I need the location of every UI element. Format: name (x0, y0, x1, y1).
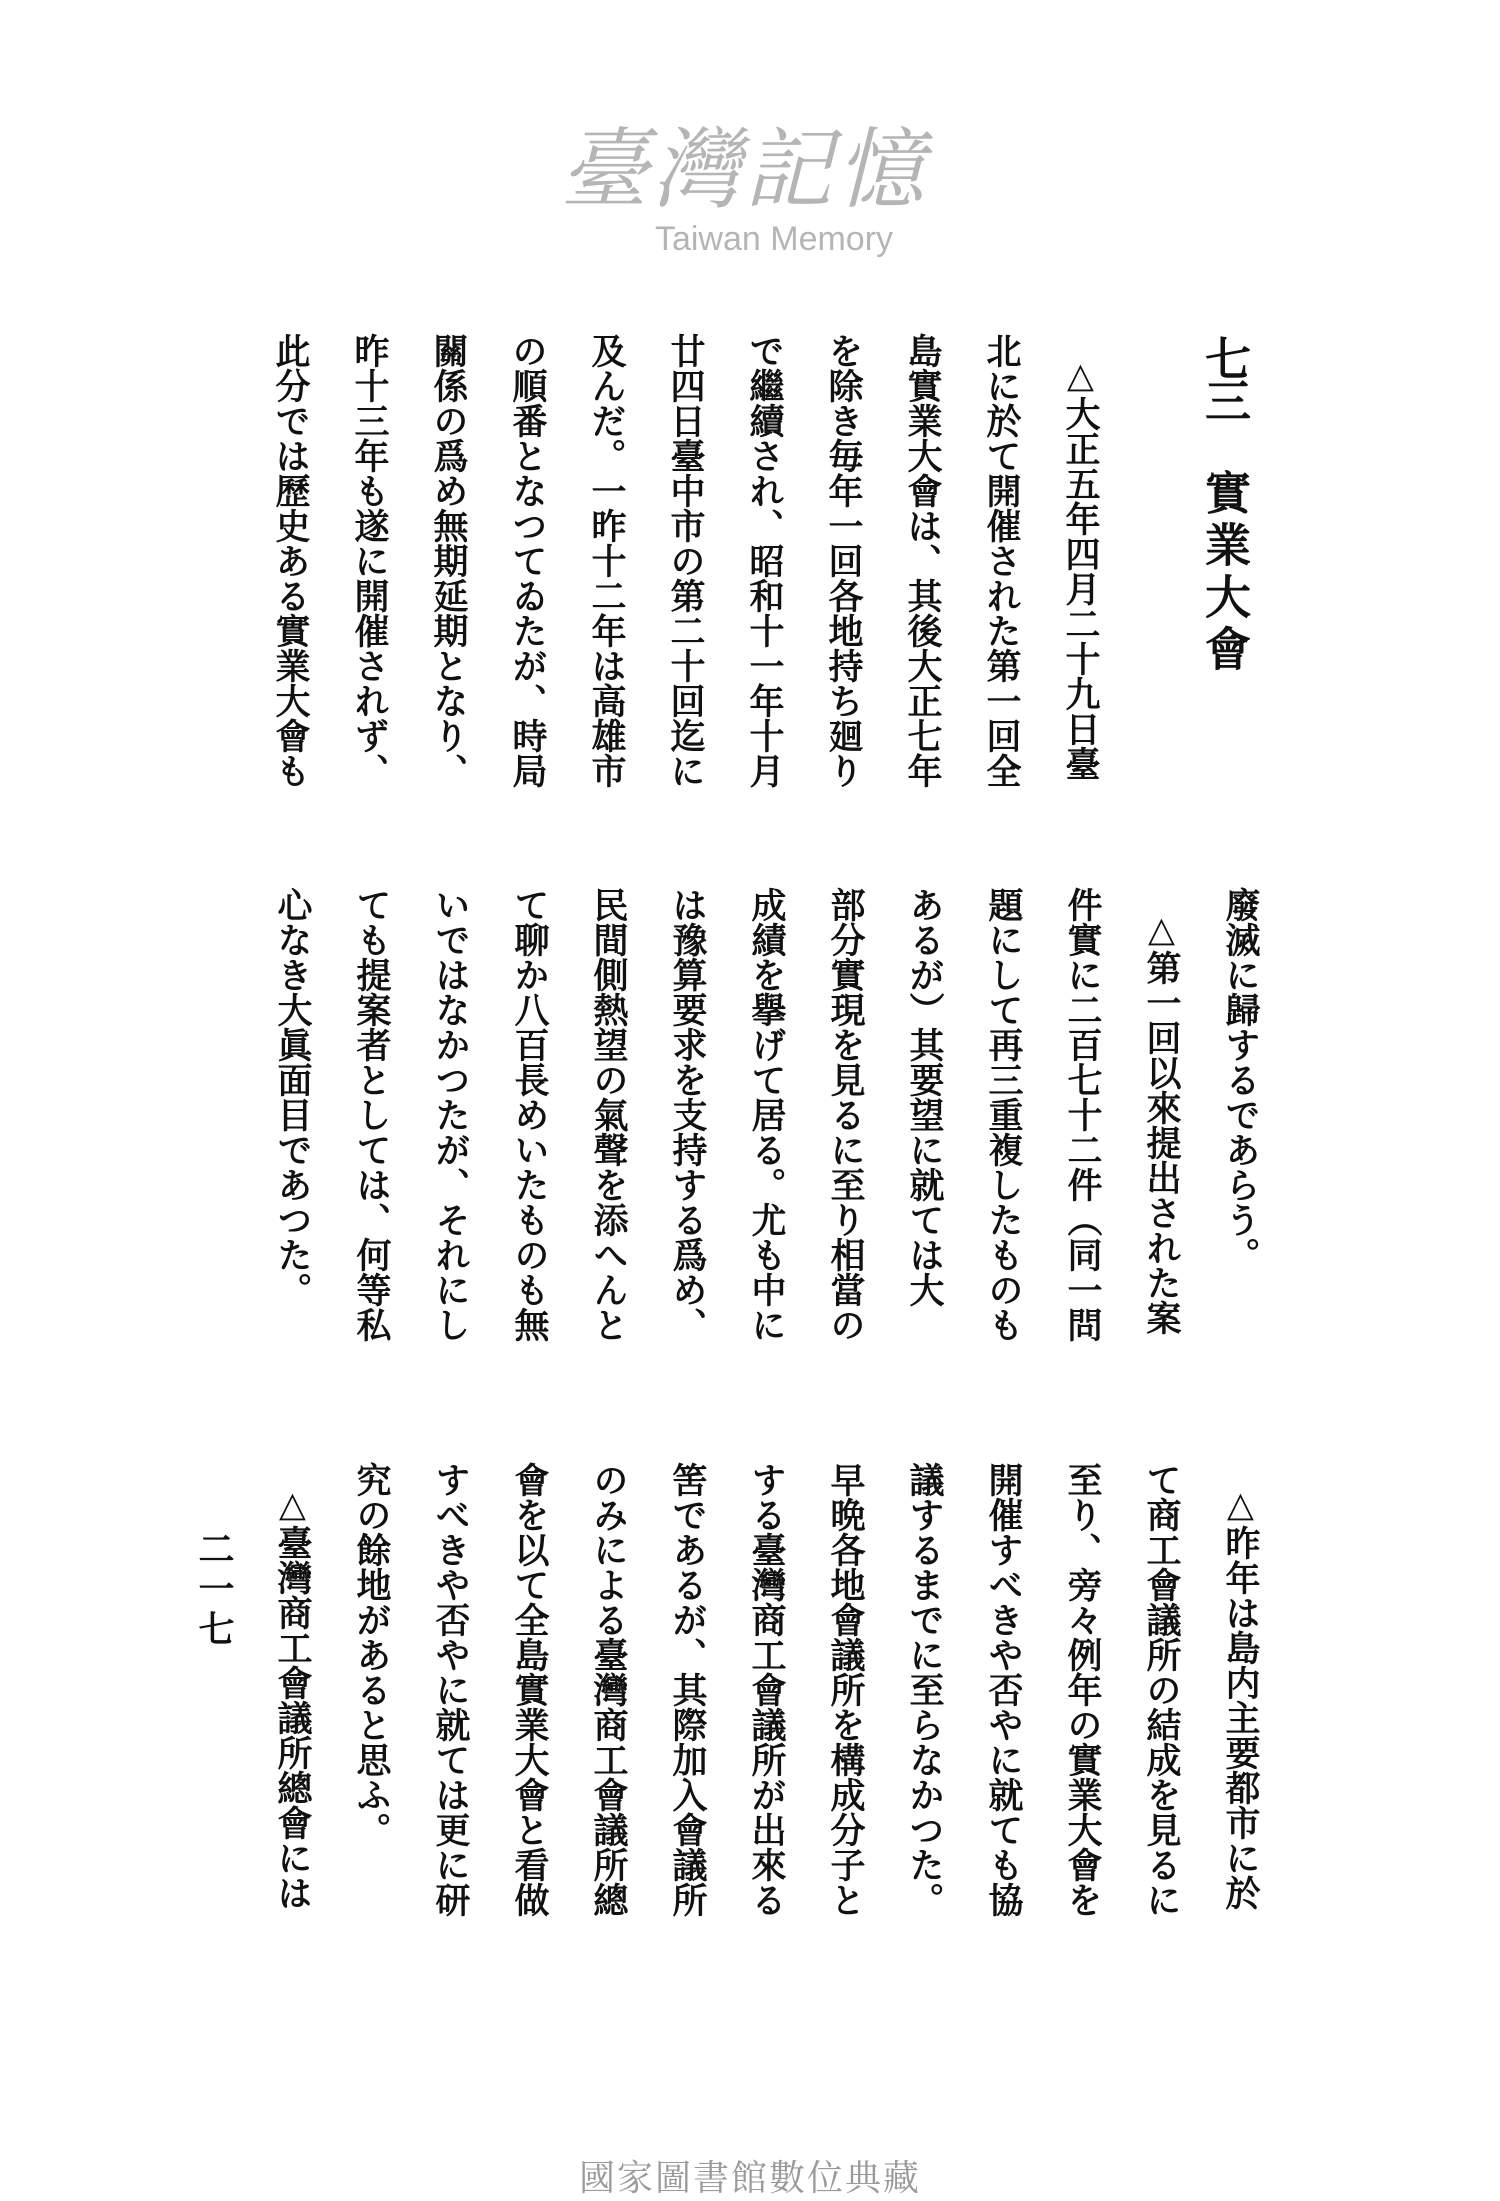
section-title-text: 實業大會 (1198, 469, 1252, 677)
text-column: すべきや否やに就ては更に研 (430, 1462, 471, 1917)
text-column: の順番となつてゐたが、時局 (507, 333, 548, 788)
text-column: あるが）其要望に就ては大 (904, 887, 945, 1307)
text-column: 心なき大眞面目であつた。 (272, 887, 313, 1307)
text-column: 昨十三年も遂に開催されず、 (349, 333, 390, 788)
paragraph-block-3 (253, 1462, 1280, 1917)
text-column: のみによる臺灣商工會議所總 (588, 1462, 629, 1917)
text-column: 島實業大會は、其後大正七年 (902, 333, 943, 788)
text-column: て聊か八百長めいたものも無 (509, 887, 550, 1342)
text-column: 筈であるが、其際加入會議所 (667, 1462, 708, 1917)
footer-archive-label: 國家圖書館數位典藏 (578, 2158, 921, 2199)
watermark-logo (560, 120, 928, 259)
text-column: で繼續され、昭和十一年十月 (744, 333, 785, 788)
text-column: 議するまでに至らなかつた。 (904, 1462, 945, 1917)
text-column: 題にして再三重複したものも (983, 887, 1024, 1342)
text-column: 究の餘地があると思ふ。 (351, 1462, 392, 1847)
text-column: て商工會議所の結成を見るに (1141, 1462, 1182, 1917)
text-column: 至り、旁々例年の實業大會を (1062, 1462, 1103, 1917)
text-column: 成績を擧げて居る。尤も中に (746, 887, 787, 1342)
text-column: △大正五年四月二十九日臺 (1060, 355, 1101, 781)
watermark-main-text: 臺灣記憶 (560, 118, 929, 221)
text-column: 北に於て開催された第一回全 (981, 333, 1022, 788)
text-column: する臺灣商工會議所が出來る (746, 1462, 787, 1917)
text-column: △第一回以來提出された案 (1141, 909, 1182, 1335)
text-column: 此分では歷史ある實業大會も (270, 333, 311, 788)
text-column: △臺灣商工會議所總會には (272, 1484, 313, 1910)
text-column: △昨年は島内主要都市に於 (1220, 1484, 1261, 1910)
text-column: 關係の爲め無期延期となり、 (428, 333, 469, 788)
paragraph-block-2 (253, 887, 1280, 1342)
text-column: 開催すべきや否やに就ても協 (983, 1462, 1024, 1917)
text-column: 廿四日臺中市の第二十回迄に (665, 333, 706, 788)
section-number: 七三 (1198, 335, 1252, 419)
page-number: 二一七 (193, 1530, 235, 1650)
watermark-sub-text: Taiwan Memory (654, 220, 894, 258)
text-column: 民間側熱望の氣聲を添へんと (588, 887, 629, 1342)
text-column: を除き毎年一回各地持ち廻り (823, 333, 864, 788)
text-column: 件實に二百七十二件（同一問 (1062, 887, 1103, 1342)
text-column: 部分實現を見るに至り相當の (825, 887, 866, 1342)
text-column: は豫算要求を支持する爲め、 (667, 887, 708, 1342)
text-column: 會を以て全島實業大會と看做 (509, 1462, 550, 1917)
section-title (1195, 335, 1255, 677)
text-column: 早晩各地會議所を構成分子と (825, 1462, 866, 1917)
text-column: 及んだ。一昨十二年は高雄市 (586, 333, 627, 788)
text-column: 廢滅に歸するであらう。 (1220, 887, 1261, 1272)
paragraph-block-1 (251, 333, 1120, 788)
text-column: いではなかつたが、それにし (430, 887, 471, 1342)
text-column: ても提案者としては、何等私 (351, 887, 392, 1342)
